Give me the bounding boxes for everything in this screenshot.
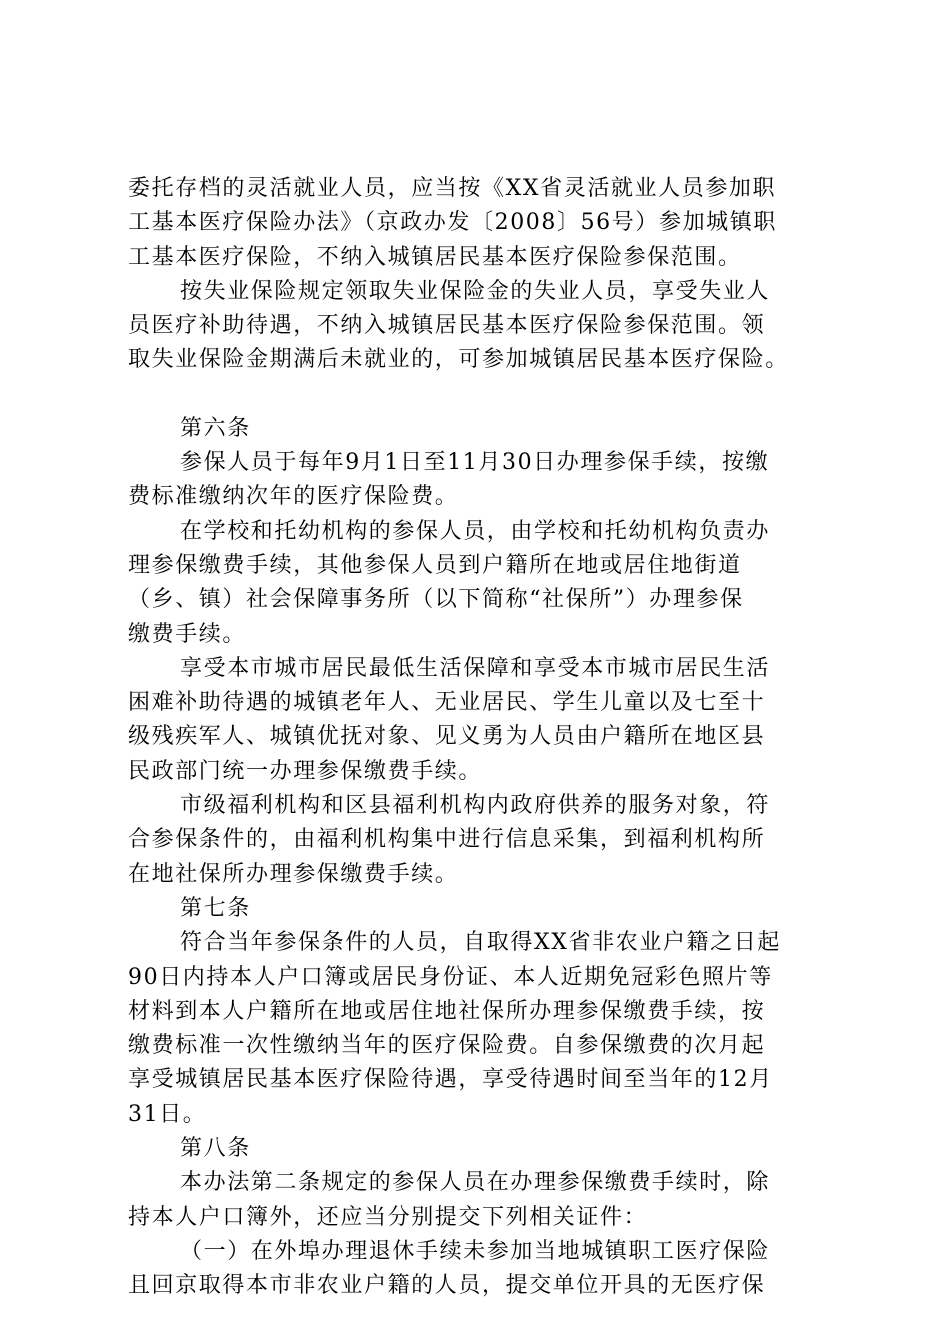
text-line: 工基本医疗保险，不纳入城镇居民基本医疗保险参保范围。: [128, 244, 742, 270]
text-line: 民政部门统一办理参保缴费手续。: [128, 758, 483, 784]
paragraph-start: 享受本市城市居民最低生活保障和享受本市城市居民生活: [180, 655, 771, 681]
text-line: 委托存档的灵活就业人员，应当按《XX省灵活就业人员参加职: [128, 176, 777, 201]
text-line: 在地社保所办理参保缴费手续。: [128, 861, 459, 887]
text-line: （乡、镇）社会保障事务所（以下简称“社保所”）办理参保: [128, 587, 744, 613]
paragraph-start: 在学校和托幼机构的参保人员，由学校和托幼机构负责办: [180, 518, 771, 544]
document-body: [128, 172, 840, 1304]
text-line: 缴费手续。: [128, 621, 247, 647]
paragraph-start: 参保人员于每年9月1日至11月30日办理参保手续，按缴: [180, 450, 770, 476]
text-line: 取失业保险金期满后未就业的，可参加城镇居民基本医疗保险。: [128, 347, 789, 373]
text-line: 工基本医疗保险办法》（京政办发〔2008〕56号）参加城镇职: [128, 210, 777, 236]
text-line: 合参保条件的，由福利机构集中进行信息采集，到福利机构所: [128, 827, 766, 853]
text-line: 90日内持本人户口簿或居民身份证、本人近期免冠彩色照片等: [128, 964, 773, 990]
text-line: 理参保缴费手续，其他参保人员到户籍所在地或居住地街道: [128, 552, 742, 578]
article-heading: 第七条: [180, 895, 251, 921]
article-heading: 第八条: [180, 1136, 251, 1162]
text-line: 且回京取得本市非农业户籍的人员，提交单位开具的无医疗保: [128, 1273, 766, 1299]
text-line: 持本人户口簿外，还应当分别提交下列相关证件：: [128, 1204, 648, 1230]
paragraph-start: 市级福利机构和区县福利机构内政府供养的服务对象，符: [180, 793, 771, 819]
paragraph-start: （一）在外埠办理退休手续未参加当地城镇职工医疗保险: [180, 1238, 771, 1264]
text-line: 费标准缴纳次年的医疗保险费。: [128, 484, 459, 510]
text-line: 级残疾军人、城镇优抚对象、见义勇为人员由户籍所在地区县: [128, 724, 766, 750]
paragraph-start: 符合当年参保条件的人员，自取得XX省非农业户籍之日起: [180, 930, 781, 956]
text-line: 困难补助待遇的城镇老年人、无业居民、学生儿童以及七至十: [128, 690, 766, 716]
text-line: 材料到本人户籍所在地或居住地社保所办理参保缴费手续，按: [128, 998, 766, 1024]
text-line: 缴费标准一次性缴纳当年的医疗保险费。自参保缴费的次月起: [128, 1033, 766, 1059]
paragraph-start: 本办法第二条规定的参保人员在办理参保缴费手续时，除: [180, 1170, 771, 1196]
paragraph-start: 按失业保险规定领取失业保险金的失业人员，享受失业人: [180, 278, 771, 304]
text-line: 享受城镇居民基本医疗保险待遇，享受待遇时间至当年的12月: [128, 1067, 773, 1093]
text-line: 31日。: [128, 1101, 207, 1127]
text-line: 员医疗补助待遇，不纳入城镇居民基本医疗保险参保范围。领: [128, 313, 766, 339]
article-heading: 第六条: [180, 415, 251, 441]
blank-line: [128, 378, 840, 412]
